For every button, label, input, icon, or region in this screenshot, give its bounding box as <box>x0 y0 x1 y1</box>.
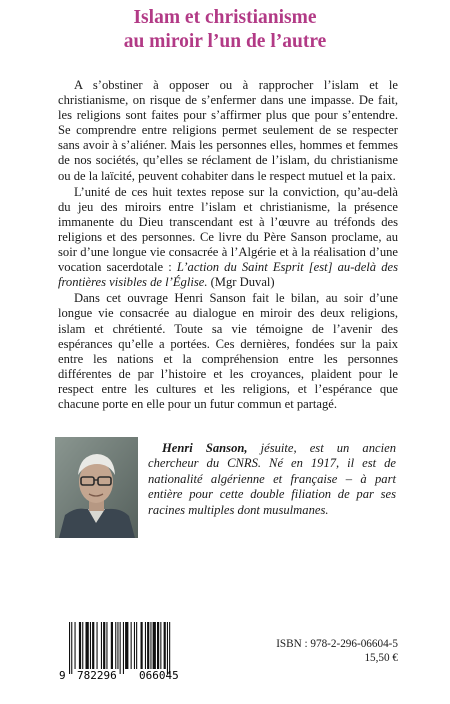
author-bio <box>148 441 396 518</box>
barcode-bar <box>160 622 161 669</box>
barcode-bar <box>141 622 143 669</box>
barcode-bar <box>90 622 91 669</box>
barcode-bar <box>86 622 89 669</box>
isbn-number: ISBN : 978-2-296-06604-5 <box>276 638 398 650</box>
barcode-digits-left: 782296 <box>77 669 117 682</box>
barcode-bar <box>153 622 156 669</box>
paragraph-2-text: L’unité de ces huit textes repose sur la conviction, qu’au-delà du jeu des miroirs entre l’islam et christianisme, la présence immanente du Dieu transcendant est à l’œuvre au tréfonds des religions et des personnes. Ce livre du Père Sanson proclame, au soir d’une longue vie consacrée à l’Algérie et à la réalisation d’une vocation sacerdotale : <box>58 184 398 275</box>
barcode-bar <box>134 622 135 669</box>
title-line-1: Islam et christianisme <box>133 7 317 28</box>
paragraph-3: Dans cet ouvrage Henri Sanson fait le bilan, au soir d’une longue vie consacrée au dialogue en miroir des deux religions, islam et chrétienté. Toute sa vie témoigne de l’avenir des espérances qu’elle a portées. Ces dernières, fondées sur la paix entre les nations et la compréhension entre les personnes différentes de par l’histoire et les croyances, plaident pour le respect entre les cultures et les religions, et l’espérance que chacune porte en elle pour un futur commun et partagé. <box>58 291 398 411</box>
barcode-bar <box>106 622 107 669</box>
barcode-bar <box>97 622 98 669</box>
barcode-bar <box>131 622 132 669</box>
barcode-bar <box>75 622 76 669</box>
barcode-bar <box>82 622 83 669</box>
price: 15,50 € <box>364 652 398 664</box>
barcode-bar <box>120 622 121 674</box>
title-line-2: au miroir l’un de l’autre <box>123 31 327 52</box>
barcode-bar <box>125 622 128 669</box>
barcode-bar <box>147 622 149 669</box>
barcode-bar <box>164 622 166 669</box>
author-name: Henri Sanson, <box>162 441 248 455</box>
barcode-bars <box>57 621 206 683</box>
barcode-bar <box>150 622 151 669</box>
barcode-bar <box>103 622 105 669</box>
author-bio-text: jésuite, est un ancien chercheur du CNRS. Né en 1917, il est de nationalité algérienne et française – à part entière pour cette double filiation de par ses racines multiples dont musulmanes. <box>148 441 396 517</box>
author-photo <box>55 437 138 538</box>
barcode-bar <box>145 622 146 669</box>
barcode-bar <box>79 622 81 669</box>
barcode-bar <box>117 622 118 669</box>
barcode-bar <box>101 622 102 669</box>
barcode-digit-first: 9 <box>59 669 66 682</box>
barcode-bar <box>157 622 159 669</box>
barcode-bar <box>136 622 137 669</box>
book-title <box>0 6 450 54</box>
barcode-bar <box>92 622 94 669</box>
barcode-bar <box>123 622 124 674</box>
barcode-bar <box>71 622 72 674</box>
barcode-bar <box>169 622 170 674</box>
barcode-bar <box>115 622 116 669</box>
paragraph-2-attribution: (Mgr Duval) <box>207 275 275 290</box>
paragraph-2 <box>58 185 398 291</box>
paragraph-1: A s’obstiner à opposer ou à rapprocher l’islam et le christianisme, on risque de s’enfermer dans une impasse. De fait, les religions sont faites pour s’affirmer plus que pour s’entendre. Se comprendre entre religions permet seulement de se respecter sans avoir à s’aliéner. Mais les personnes elles, hommes et femmes de nos sociétés, qu’elles se réclament de l’islam, du christianisme ou de la laïcité, peuvent cohabiter dans le respect mutuel et la paix. <box>58 78 398 183</box>
barcode-digits-right: 066045 <box>139 669 179 682</box>
barcode-bar <box>167 622 168 674</box>
back-cover-text <box>58 78 398 412</box>
isbn-block <box>268 637 398 665</box>
paragraph-2-quote: L’action du Saint Esprit [est] au-delà des frontières visibles de l’Église. <box>58 260 398 290</box>
barcode-bar <box>69 622 70 674</box>
barcode <box>57 621 206 683</box>
barcode-bar <box>111 622 113 669</box>
